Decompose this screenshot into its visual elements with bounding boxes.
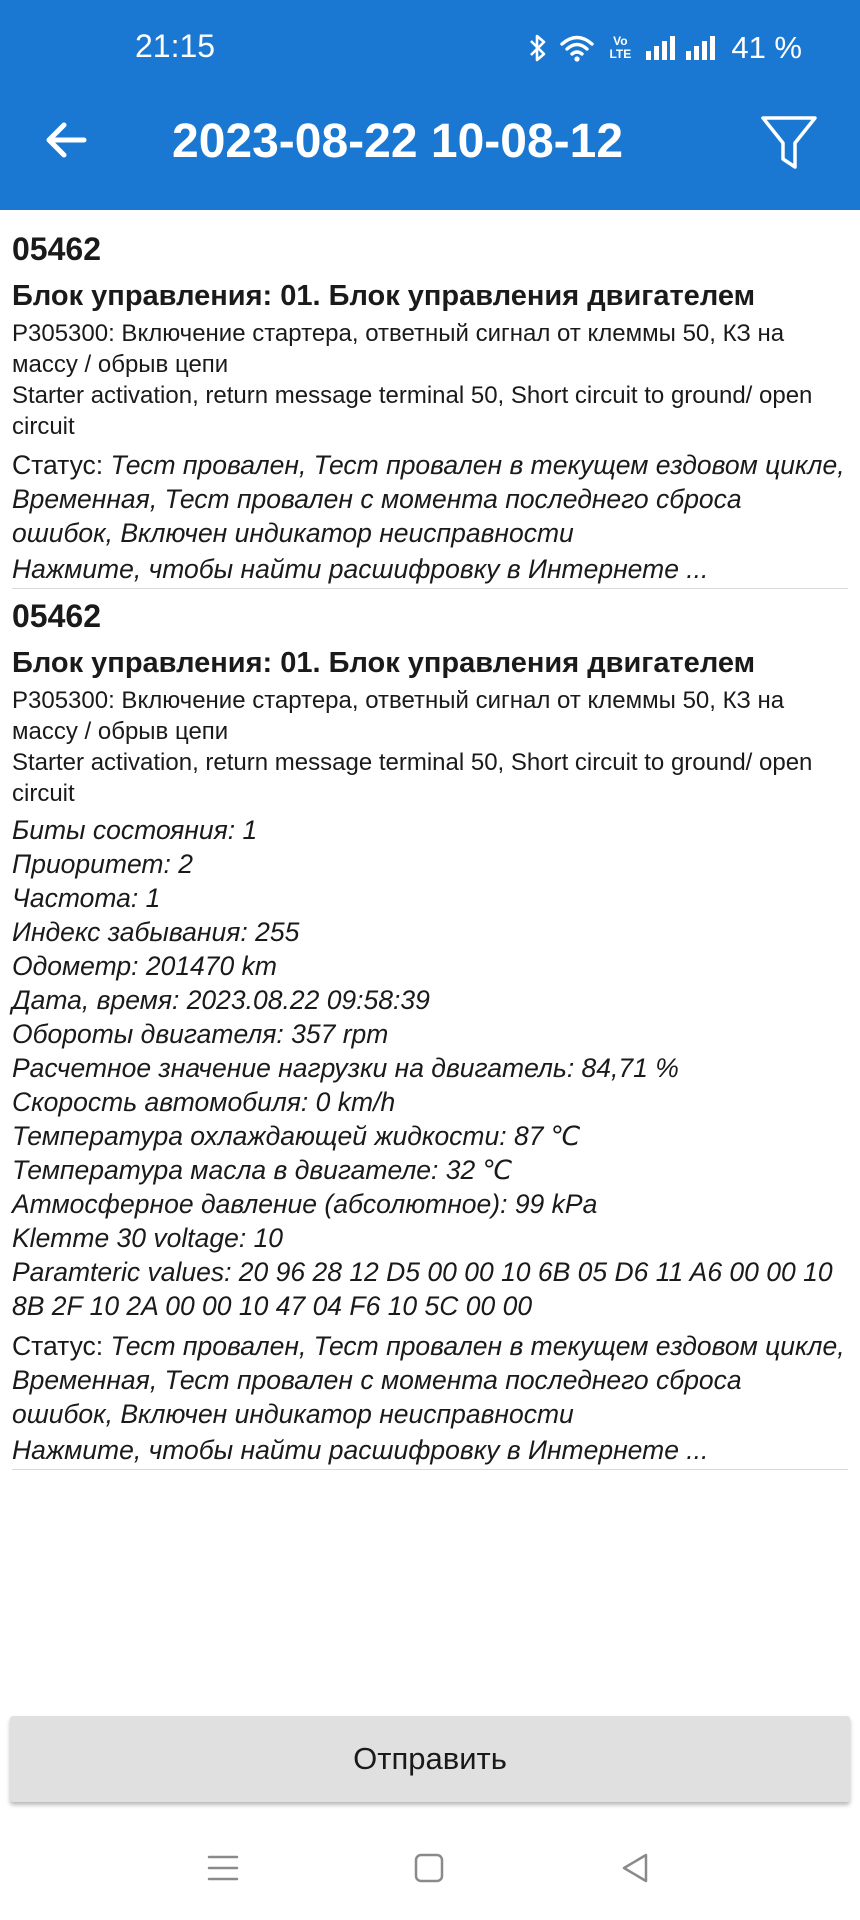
- param-status-bits: Биты состояния: 1: [12, 815, 258, 845]
- arrow-left-icon: [44, 120, 88, 160]
- freeze-frame-params: [12, 813, 848, 1323]
- fault-status: [12, 1329, 848, 1431]
- bluetooth-icon: [527, 33, 549, 63]
- home-square-icon: [413, 1852, 445, 1884]
- param-engine-load: Расчетное значение нагрузки на двигатель: 84,71 %: [12, 1053, 679, 1083]
- status-icons: [527, 28, 802, 68]
- fault-description-en: Starter activation, return message terminal 50, Short circuit to ground/ open circuit: [12, 382, 813, 440]
- fault-entry[interactable]: [12, 226, 848, 589]
- wifi-icon: [559, 33, 595, 63]
- battery-level: 41 %: [731, 30, 802, 65]
- status-value: Тест провален, Тест провален в текущем ездовом цикле, Временная, Тест провален с момента последнего сброса ошибок, Включен индикатор неисправности: [12, 1331, 845, 1429]
- param-odometer: Одометр: 201470 km: [12, 951, 277, 981]
- param-forget-index: Индекс забывания: 255: [12, 917, 300, 947]
- fault-description-ru: P305300: Включение стартера, ответный сигнал от клеммы 50, КЗ на массу / обрыв цепи: [12, 320, 785, 378]
- app-bar: [0, 0, 860, 210]
- status-label: Статус:: [12, 450, 111, 480]
- status-time: 21:15: [135, 28, 216, 64]
- system-back-button[interactable]: [610, 1846, 660, 1890]
- status-label: Статус:: [12, 1331, 111, 1361]
- param-frequency: Частота: 1: [12, 883, 161, 913]
- param-datetime: Дата, время: 2023.08.22 09:58:39: [12, 985, 430, 1015]
- send-button[interactable]: Отправить: [10, 1716, 850, 1802]
- param-parametric-values: Paramteric values: 20 96 28 12 D5 00 00 10 6B 05 D6 11 A6 00 00 10 8B 2F 10 2A 00 00 10 47 04 F6 10 5C 00 00: [12, 1257, 833, 1321]
- fault-entry[interactable]: [12, 593, 848, 1470]
- fault-code: 05462: [12, 598, 101, 634]
- home-button[interactable]: [404, 1846, 454, 1890]
- volte-icon: Vo LTE: [609, 34, 632, 61]
- filter-button[interactable]: [754, 110, 824, 176]
- search-online-link[interactable]: Нажмите, чтобы найти расшифровку в Интернете ...: [12, 1435, 709, 1465]
- signal-strength-icon: [645, 35, 675, 61]
- param-oil-temp: Температура масла в двигателе: 32 ℃: [12, 1155, 513, 1185]
- fault-status: [12, 448, 848, 550]
- param-engine-rpm: Обороты двигателя: 357 rpm: [12, 1019, 389, 1049]
- param-klemme-30-voltage: Klemme 30 voltage: 10: [12, 1223, 284, 1253]
- search-online-link[interactable]: Нажмите, чтобы найти расшифровку в Интернете ...: [12, 554, 709, 584]
- fault-code: 05462: [12, 231, 101, 267]
- param-barometric-pressure: Атмосферное давление (абсолютное): 99 kPa: [12, 1189, 598, 1219]
- page-title: 2023-08-22 10-08-12: [172, 115, 624, 168]
- param-coolant-temp: Температура охлаждающей жидкости: 87 ℃: [12, 1121, 581, 1151]
- menu-icon: [207, 1853, 239, 1883]
- fault-list: [12, 226, 848, 1474]
- back-button[interactable]: [38, 112, 94, 168]
- filter-icon: [760, 114, 818, 172]
- status-value: Тест провален, Тест провален в текущем ездовом цикле, Временная, Тест провален с момента последнего сброса ошибок, Включен индикатор неисправности: [12, 450, 845, 548]
- signal-strength-2-icon: [685, 35, 717, 61]
- control-unit: Блок управления: 01. Блок управления двигателем: [12, 647, 756, 679]
- param-vehicle-speed: Скорость автомобиля: 0 km/h: [12, 1087, 396, 1117]
- back-triangle-icon: [619, 1851, 651, 1885]
- param-priority: Приоритет: 2: [12, 849, 193, 879]
- fault-description-en: Starter activation, return message terminal 50, Short circuit to ground/ open circuit: [12, 749, 813, 807]
- fault-description-ru: P305300: Включение стартера, ответный сигнал от клеммы 50, КЗ на массу / обрыв цепи: [12, 687, 785, 745]
- control-unit: Блок управления: 01. Блок управления двигателем: [12, 280, 756, 312]
- system-navbar: [0, 1840, 860, 1900]
- recent-apps-button[interactable]: [198, 1846, 248, 1890]
